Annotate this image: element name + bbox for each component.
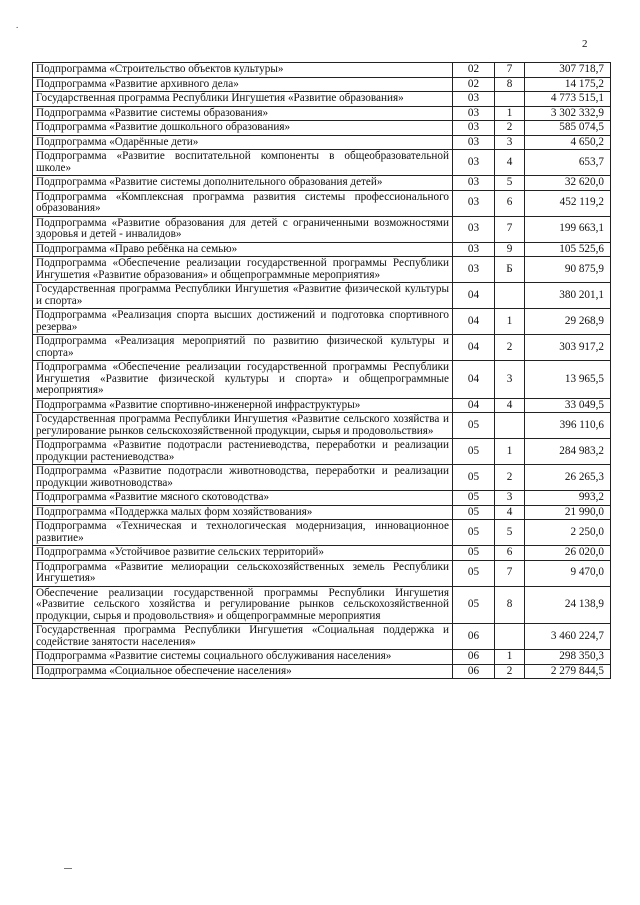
program-code-cell: 03 [453, 150, 495, 176]
program-name-cell: Подпрограмма «Устойчивое развитие сельских территорий» [33, 546, 453, 561]
program-name-cell: Подпрограмма «Техническая и технологическая модернизация, инновационное развитие» [33, 520, 453, 546]
amount-cell: 26 265,3 [525, 465, 611, 491]
program-code-cell: 03 [453, 242, 495, 257]
table-row [33, 257, 611, 283]
table-row [33, 439, 611, 465]
subprogram-code-cell: 3 [495, 361, 525, 399]
amount-cell: 284 983,2 [525, 439, 611, 465]
program-name-cell: Подпрограмма «Развитие дошкольного образования» [33, 121, 453, 136]
table-row [33, 413, 611, 439]
subprogram-code-cell: 5 [495, 520, 525, 546]
subprogram-code-cell: 8 [495, 77, 525, 92]
program-code-cell: 03 [453, 190, 495, 216]
subprogram-code-cell [495, 92, 525, 107]
program-code-cell: 03 [453, 135, 495, 150]
subprogram-code-cell: 1 [495, 650, 525, 665]
amount-cell: 307 718,7 [525, 63, 611, 78]
table-row [33, 121, 611, 136]
program-code-cell: 05 [453, 465, 495, 491]
subprogram-code-cell [495, 413, 525, 439]
program-name-cell: Подпрограмма «Развитие архивного дела» [33, 77, 453, 92]
table-body [33, 63, 611, 679]
table-row [33, 242, 611, 257]
table-row [33, 664, 611, 679]
table-row [33, 106, 611, 121]
program-name-cell: Подпрограмма «Реализация спорта высших достижений и подготовка спортивного резерва» [33, 309, 453, 335]
program-code-cell: 04 [453, 309, 495, 335]
table-row [33, 465, 611, 491]
table-row [33, 135, 611, 150]
program-code-cell: 04 [453, 398, 495, 413]
program-name-cell: Подпрограмма «Реализация мероприятий по развитию физической культуры и спорта» [33, 335, 453, 361]
subprogram-code-cell: 3 [495, 135, 525, 150]
subprogram-code-cell: 1 [495, 106, 525, 121]
table-row [33, 150, 611, 176]
subprogram-code-cell: 5 [495, 176, 525, 191]
table-row [33, 491, 611, 506]
amount-cell: 199 663,1 [525, 216, 611, 242]
table-row [33, 586, 611, 624]
program-code-cell: 06 [453, 624, 495, 650]
program-code-cell: 06 [453, 650, 495, 665]
amount-cell: 9 470,0 [525, 560, 611, 586]
table-row [33, 216, 611, 242]
scan-mark-bottom [64, 868, 72, 869]
program-name-cell: Государственная программа Республики Ингушетия «Социальная поддержка и содействие занятости населения» [33, 624, 453, 650]
program-code-cell: 03 [453, 106, 495, 121]
subprogram-code-cell: 1 [495, 309, 525, 335]
amount-cell: 298 350,3 [525, 650, 611, 665]
program-code-cell: 05 [453, 560, 495, 586]
subprogram-code-cell: 2 [495, 664, 525, 679]
amount-cell: 29 268,9 [525, 309, 611, 335]
table-row [33, 546, 611, 561]
amount-cell: 14 175,2 [525, 77, 611, 92]
program-name-cell: Подпрограмма «Строительство объектов культуры» [33, 63, 453, 78]
program-name-cell: Государственная программа Республики Ингушетия «Развитие образования» [33, 92, 453, 107]
program-code-cell: 06 [453, 664, 495, 679]
amount-cell: 585 074,5 [525, 121, 611, 136]
subprogram-code-cell: Б [495, 257, 525, 283]
subprogram-code-cell: 4 [495, 505, 525, 520]
subprogram-code-cell: 6 [495, 546, 525, 561]
amount-cell: 24 138,9 [525, 586, 611, 624]
amount-cell: 2 250,0 [525, 520, 611, 546]
amount-cell: 4 773 515,1 [525, 92, 611, 107]
subprogram-code-cell [495, 283, 525, 309]
table-row [33, 283, 611, 309]
table-row [33, 309, 611, 335]
program-code-cell: 03 [453, 257, 495, 283]
program-name-cell: Подпрограмма «Развитие подотрасли растениеводства, переработки и реализации продукции растениеводства» [33, 439, 453, 465]
table-row [33, 92, 611, 107]
subprogram-code-cell: 9 [495, 242, 525, 257]
scan-mark: . [16, 20, 19, 30]
program-name-cell: Подпрограмма «Обеспечение реализации государственной программы Республики Ингушетия «Развитие образования» и общепрограммные мероприятия» [33, 257, 453, 283]
program-code-cell: 05 [453, 586, 495, 624]
subprogram-code-cell: 2 [495, 465, 525, 491]
program-name-cell: Государственная программа Республики Ингушетия «Развитие физической культуры и спорта» [33, 283, 453, 309]
program-code-cell: 03 [453, 92, 495, 107]
program-code-cell: 05 [453, 546, 495, 561]
subprogram-code-cell [495, 624, 525, 650]
program-name-cell: Подпрограмма «Развитие мелиорации сельскохозяйственных земель Республики Ингушетия» [33, 560, 453, 586]
amount-cell: 90 875,9 [525, 257, 611, 283]
subprogram-code-cell: 4 [495, 398, 525, 413]
program-name-cell: Подпрограмма «Развитие спортивно-инженерной инфраструктуры» [33, 398, 453, 413]
table-row [33, 335, 611, 361]
subprogram-code-cell: 6 [495, 190, 525, 216]
program-code-cell: 05 [453, 439, 495, 465]
program-name-cell: Подпрограмма «Развитие воспитательной компоненты в общеобразовательной школе» [33, 150, 453, 176]
amount-cell: 303 917,2 [525, 335, 611, 361]
amount-cell: 993,2 [525, 491, 611, 506]
table-row [33, 624, 611, 650]
subprogram-code-cell: 8 [495, 586, 525, 624]
amount-cell: 380 201,1 [525, 283, 611, 309]
program-name-cell: Подпрограмма «Развитие системы социального обслуживания населения» [33, 650, 453, 665]
page-number: 2 [582, 38, 588, 50]
table-row [33, 398, 611, 413]
program-name-cell: Подпрограмма «Социальное обеспечение населения» [33, 664, 453, 679]
program-name-cell: Подпрограмма «Одарённые дети» [33, 135, 453, 150]
amount-cell: 2 279 844,5 [525, 664, 611, 679]
program-code-cell: 05 [453, 520, 495, 546]
subprogram-code-cell: 2 [495, 335, 525, 361]
table-row [33, 520, 611, 546]
table-row [33, 650, 611, 665]
table-row [33, 361, 611, 399]
amount-cell: 653,7 [525, 150, 611, 176]
amount-cell: 105 525,6 [525, 242, 611, 257]
subprogram-code-cell: 1 [495, 439, 525, 465]
amount-cell: 32 620,0 [525, 176, 611, 191]
subprogram-code-cell: 7 [495, 216, 525, 242]
program-code-cell: 04 [453, 283, 495, 309]
table-row [33, 63, 611, 78]
program-code-cell: 05 [453, 413, 495, 439]
table-row [33, 505, 611, 520]
amount-cell: 13 965,5 [525, 361, 611, 399]
program-name-cell: Подпрограмма «Развитие системы дополнительного образования детей» [33, 176, 453, 191]
subprogram-code-cell: 7 [495, 560, 525, 586]
amount-cell: 33 049,5 [525, 398, 611, 413]
program-name-cell: Подпрограмма «Поддержка малых форм хозяйствования» [33, 505, 453, 520]
program-code-cell: 02 [453, 77, 495, 92]
table-row [33, 176, 611, 191]
program-code-cell: 03 [453, 216, 495, 242]
amount-cell: 3 460 224,7 [525, 624, 611, 650]
program-code-cell: 05 [453, 491, 495, 506]
table-row [33, 77, 611, 92]
amount-cell: 396 110,6 [525, 413, 611, 439]
program-name-cell: Обеспечение реализации государственной программы Республики Ингушетия «Развитие сельского хозяйства и регулирование рынков сельскохозяйственной продукции, сырья и продовольствия» и общепрограммные мероприятия [33, 586, 453, 624]
subprogram-code-cell: 7 [495, 63, 525, 78]
subprogram-code-cell: 3 [495, 491, 525, 506]
amount-cell: 3 302 332,9 [525, 106, 611, 121]
program-name-cell: Подпрограмма «Право ребёнка на семью» [33, 242, 453, 257]
amount-cell: 21 990,0 [525, 505, 611, 520]
program-name-cell: Подпрограмма «Комплексная программа развития системы профессионального образования» [33, 190, 453, 216]
amount-cell: 452 119,2 [525, 190, 611, 216]
program-name-cell: Подпрограмма «Обеспечение реализации государственной программы Республики Ингушетия «Развитие физической культуры и спорта» и общепрограммные мероприятия» [33, 361, 453, 399]
program-name-cell: Государственная программа Республики Ингушетия «Развитие сельского хозяйства и регулирование рынков сельскохозяйственной продукции, сырья и продовольствия» [33, 413, 453, 439]
program-name-cell: Подпрограмма «Развитие системы образования» [33, 106, 453, 121]
subprogram-code-cell: 4 [495, 150, 525, 176]
program-code-cell: 03 [453, 121, 495, 136]
table-row [33, 190, 611, 216]
program-name-cell: Подпрограмма «Развитие мясного скотоводства» [33, 491, 453, 506]
amount-cell: 26 020,0 [525, 546, 611, 561]
program-code-cell: 05 [453, 505, 495, 520]
table-row [33, 560, 611, 586]
program-name-cell: Подпрограмма «Развитие образования для детей с ограниченными возможностями здоровья и детей - инвалидов» [33, 216, 453, 242]
program-code-cell: 04 [453, 335, 495, 361]
program-code-cell: 03 [453, 176, 495, 191]
subprogram-code-cell: 2 [495, 121, 525, 136]
program-name-cell: Подпрограмма «Развитие подотрасли животноводства, переработки и реализации продукции животноводства» [33, 465, 453, 491]
amount-cell: 4 650,2 [525, 135, 611, 150]
budget-program-table [32, 62, 611, 679]
program-code-cell: 02 [453, 63, 495, 78]
program-code-cell: 04 [453, 361, 495, 399]
